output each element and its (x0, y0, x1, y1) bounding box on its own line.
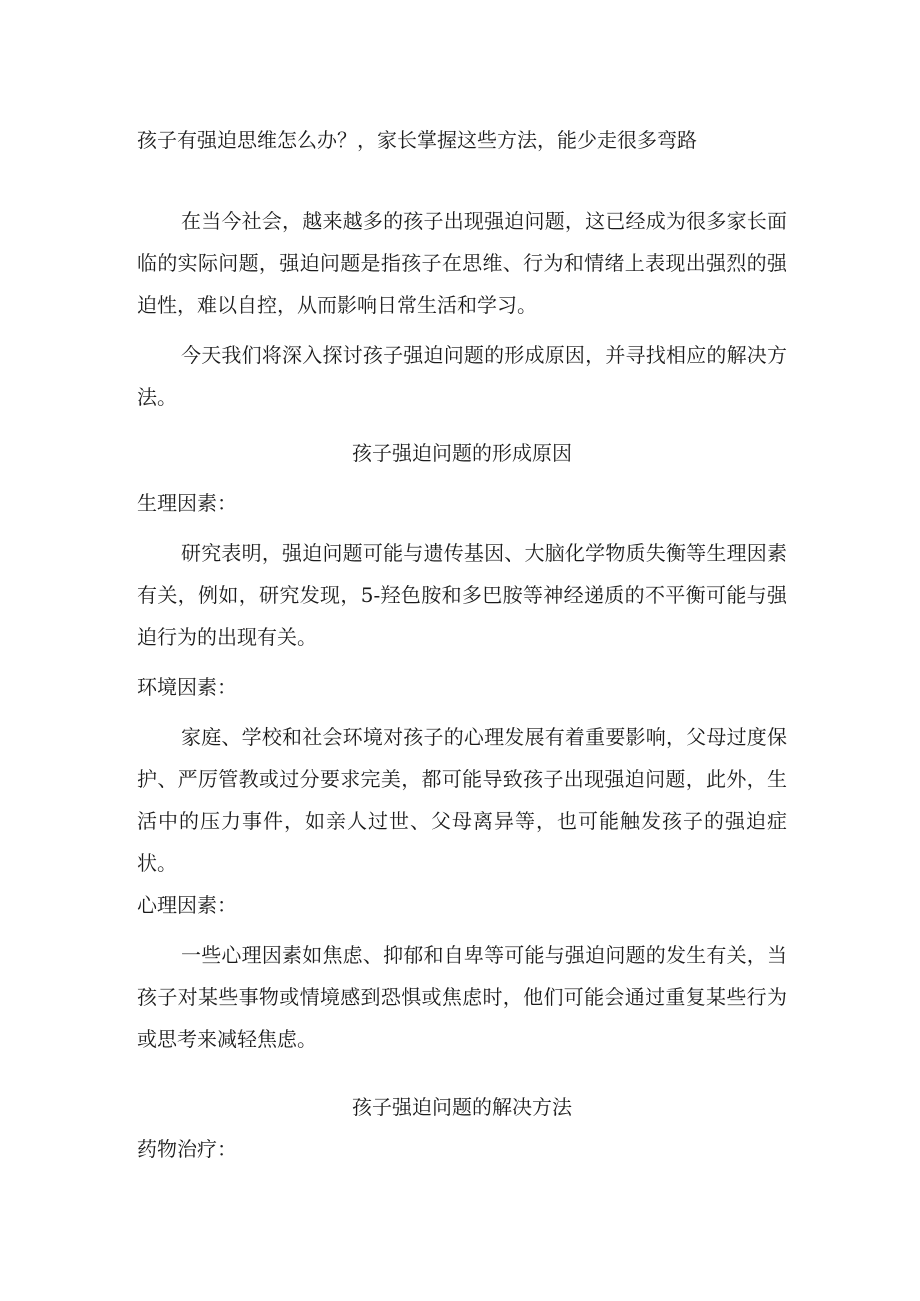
psychological-factors-text: 一些心理因素如焦虑、抑郁和自卑等可能与强迫问题的发生有关，当孩子对某些事物或情境感到恐惧或焦虑时，他们可能会通过重复某些行为或思考来减轻焦虑。 (137, 943, 787, 1051)
psychological-factors-label: 心理因素： (137, 893, 237, 917)
document-title: 孩子有强迫思维怎么办？，家长掌握这些方法，能少走很多弯路 (137, 128, 697, 152)
drug-treatment-label: 药物治疗： (137, 1137, 237, 1161)
section-heading-solutions: 孩子强迫问题的解决方法 (352, 1095, 572, 1119)
document-body (137, 200, 787, 1170)
intro-paragraph-1: 在当今社会，越来越多的孩子出现强迫问题，这已经成为很多家长面临的实际问题，强迫问题是指孩子在思维、行为和情绪上表现出强烈的强迫性，难以自控，从而影响日常生活和学习。 (137, 209, 787, 317)
environmental-factors-text: 家庭、学校和社会环境对孩子的心理发展有着重要影响，父母过度保护、严厉管教或过分要求完美，都可能导致孩子出现强迫问题，此外，生活中的压力事件，如亲人过世、父母离异等，也可能触发孩子的强迫症状。 (137, 725, 787, 875)
intro-paragraph-2: 今天我们将深入探讨孩子强迫问题的形成原因，并寻找相应的解决方法。 (137, 343, 787, 409)
section-heading-causes: 孩子强迫问题的形成原因 (352, 441, 572, 465)
physiological-factors-label: 生理因素： (137, 491, 237, 515)
physiological-factors-text: 研究表明，强迫问题可能与遗传基因、大脑化学物质失衡等生理因素有关，例如，研究发现，5-羟色胺和多巴胺等神经递质的不平衡可能与强迫行为的出现有关。 (137, 541, 787, 649)
environmental-factors-label: 环境因素： (137, 675, 237, 699)
